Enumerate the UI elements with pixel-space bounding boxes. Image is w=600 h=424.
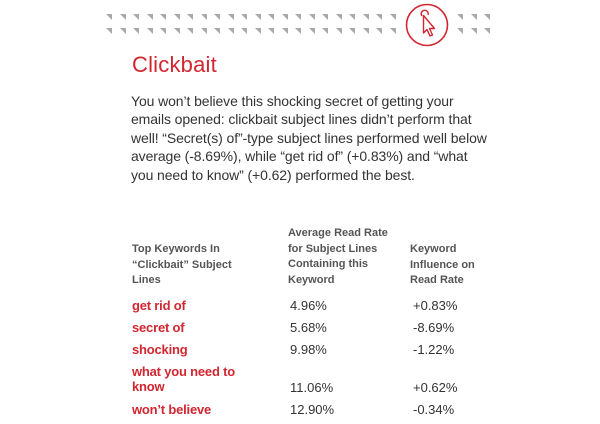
- pattern-triangle: [106, 14, 112, 20]
- table-row-avg-read-rate: 9.98%: [290, 342, 327, 357]
- pattern-triangle: [241, 14, 247, 20]
- pattern-triangle: [106, 28, 112, 34]
- pattern-triangle: [309, 28, 315, 34]
- pattern-triangle: [214, 28, 220, 34]
- pattern-triangle: [160, 14, 166, 20]
- pattern-triangle: [268, 28, 274, 34]
- pattern-triangle: [201, 28, 207, 34]
- table-row-influence: +0.83%: [413, 298, 458, 313]
- pattern-triangle: [174, 14, 180, 20]
- table-row-avg-read-rate: 11.06%: [290, 380, 334, 395]
- pattern-triangle: [174, 28, 180, 34]
- table-row-influence: -1.22%: [413, 342, 455, 357]
- table-row-keyword: shocking: [132, 342, 188, 357]
- pattern-triangle: [201, 14, 207, 20]
- column-header-avg-read-rate: Average Read Rate for Subject Lines Containing this Keyword: [288, 227, 388, 286]
- pattern-triangle: [255, 14, 261, 20]
- pattern-triangle: [160, 28, 166, 34]
- table-row-influence: -8.69%: [413, 320, 455, 335]
- pattern-triangle: [282, 28, 288, 34]
- section-title: Clickbait: [132, 52, 217, 77]
- pattern-triangle: [336, 28, 342, 34]
- pattern-triangle: [120, 14, 126, 20]
- pattern-triangle: [336, 14, 342, 20]
- pattern-triangle: [228, 28, 234, 34]
- pattern-triangle: [484, 14, 490, 20]
- pattern-triangle: [241, 28, 247, 34]
- column-header-influence: Keyword Influence on Read Rate: [410, 243, 475, 286]
- pattern-triangle: [133, 28, 139, 34]
- pattern-triangle: [187, 28, 193, 34]
- pattern-triangle: [363, 14, 369, 20]
- pattern-triangle: [457, 28, 463, 34]
- table-row-keyword: get rid of: [132, 298, 186, 313]
- pattern-triangle: [349, 14, 355, 20]
- pattern-triangle: [147, 28, 153, 34]
- pattern-triangle: [133, 14, 139, 20]
- pattern-triangle: [120, 28, 126, 34]
- pattern-triangle: [322, 14, 328, 20]
- pattern-triangle: [255, 28, 261, 34]
- pattern-triangle: [228, 14, 234, 20]
- pattern-triangle: [147, 14, 153, 20]
- pattern-triangle: [214, 14, 220, 20]
- cursor-click-icon: [405, 3, 449, 47]
- pattern-triangle: [295, 28, 301, 34]
- table-row-avg-read-rate: 12.90%: [290, 402, 335, 417]
- pattern-triangle: [322, 28, 328, 34]
- table-row-influence: -0.34%: [413, 402, 455, 417]
- pattern-triangle: [376, 28, 382, 34]
- column-header-keywords: Top Keywords In “Clickbait” Subject Lines: [132, 243, 232, 286]
- section-body: You won’t believe this shocking secret of getting your emails opened: clickbait subject lines didn’t perform that well! “Secret(s) of”-type subject lines performed well below average (-8.69%), while “get rid of” (+0.83%) and “what you need to know” (+0.62) performed the best.: [131, 93, 487, 183]
- table-row-influence: +0.62%: [413, 380, 458, 395]
- table-row-avg-read-rate: 4.96%: [290, 298, 327, 313]
- pattern-triangle: [187, 14, 193, 20]
- table-row-avg-read-rate: 5.68%: [290, 320, 327, 335]
- pattern-triangle: [457, 14, 463, 20]
- pattern-triangle: [268, 14, 274, 20]
- pattern-triangle: [471, 28, 477, 34]
- table-row-keyword: won’t believe: [132, 402, 212, 417]
- pattern-triangle: [349, 28, 355, 34]
- pattern-triangle: [295, 14, 301, 20]
- pattern-triangle: [363, 28, 369, 34]
- table-row-keyword: secret of: [132, 320, 185, 335]
- pattern-triangle: [390, 14, 396, 20]
- pattern-triangle: [484, 28, 490, 34]
- pattern-triangle: [471, 14, 477, 20]
- pattern-triangle: [282, 14, 288, 20]
- pattern-triangle: [390, 28, 396, 34]
- table-row-keyword: what you need to know: [132, 364, 235, 394]
- pattern-triangle: [376, 14, 382, 20]
- pattern-triangle: [309, 14, 315, 20]
